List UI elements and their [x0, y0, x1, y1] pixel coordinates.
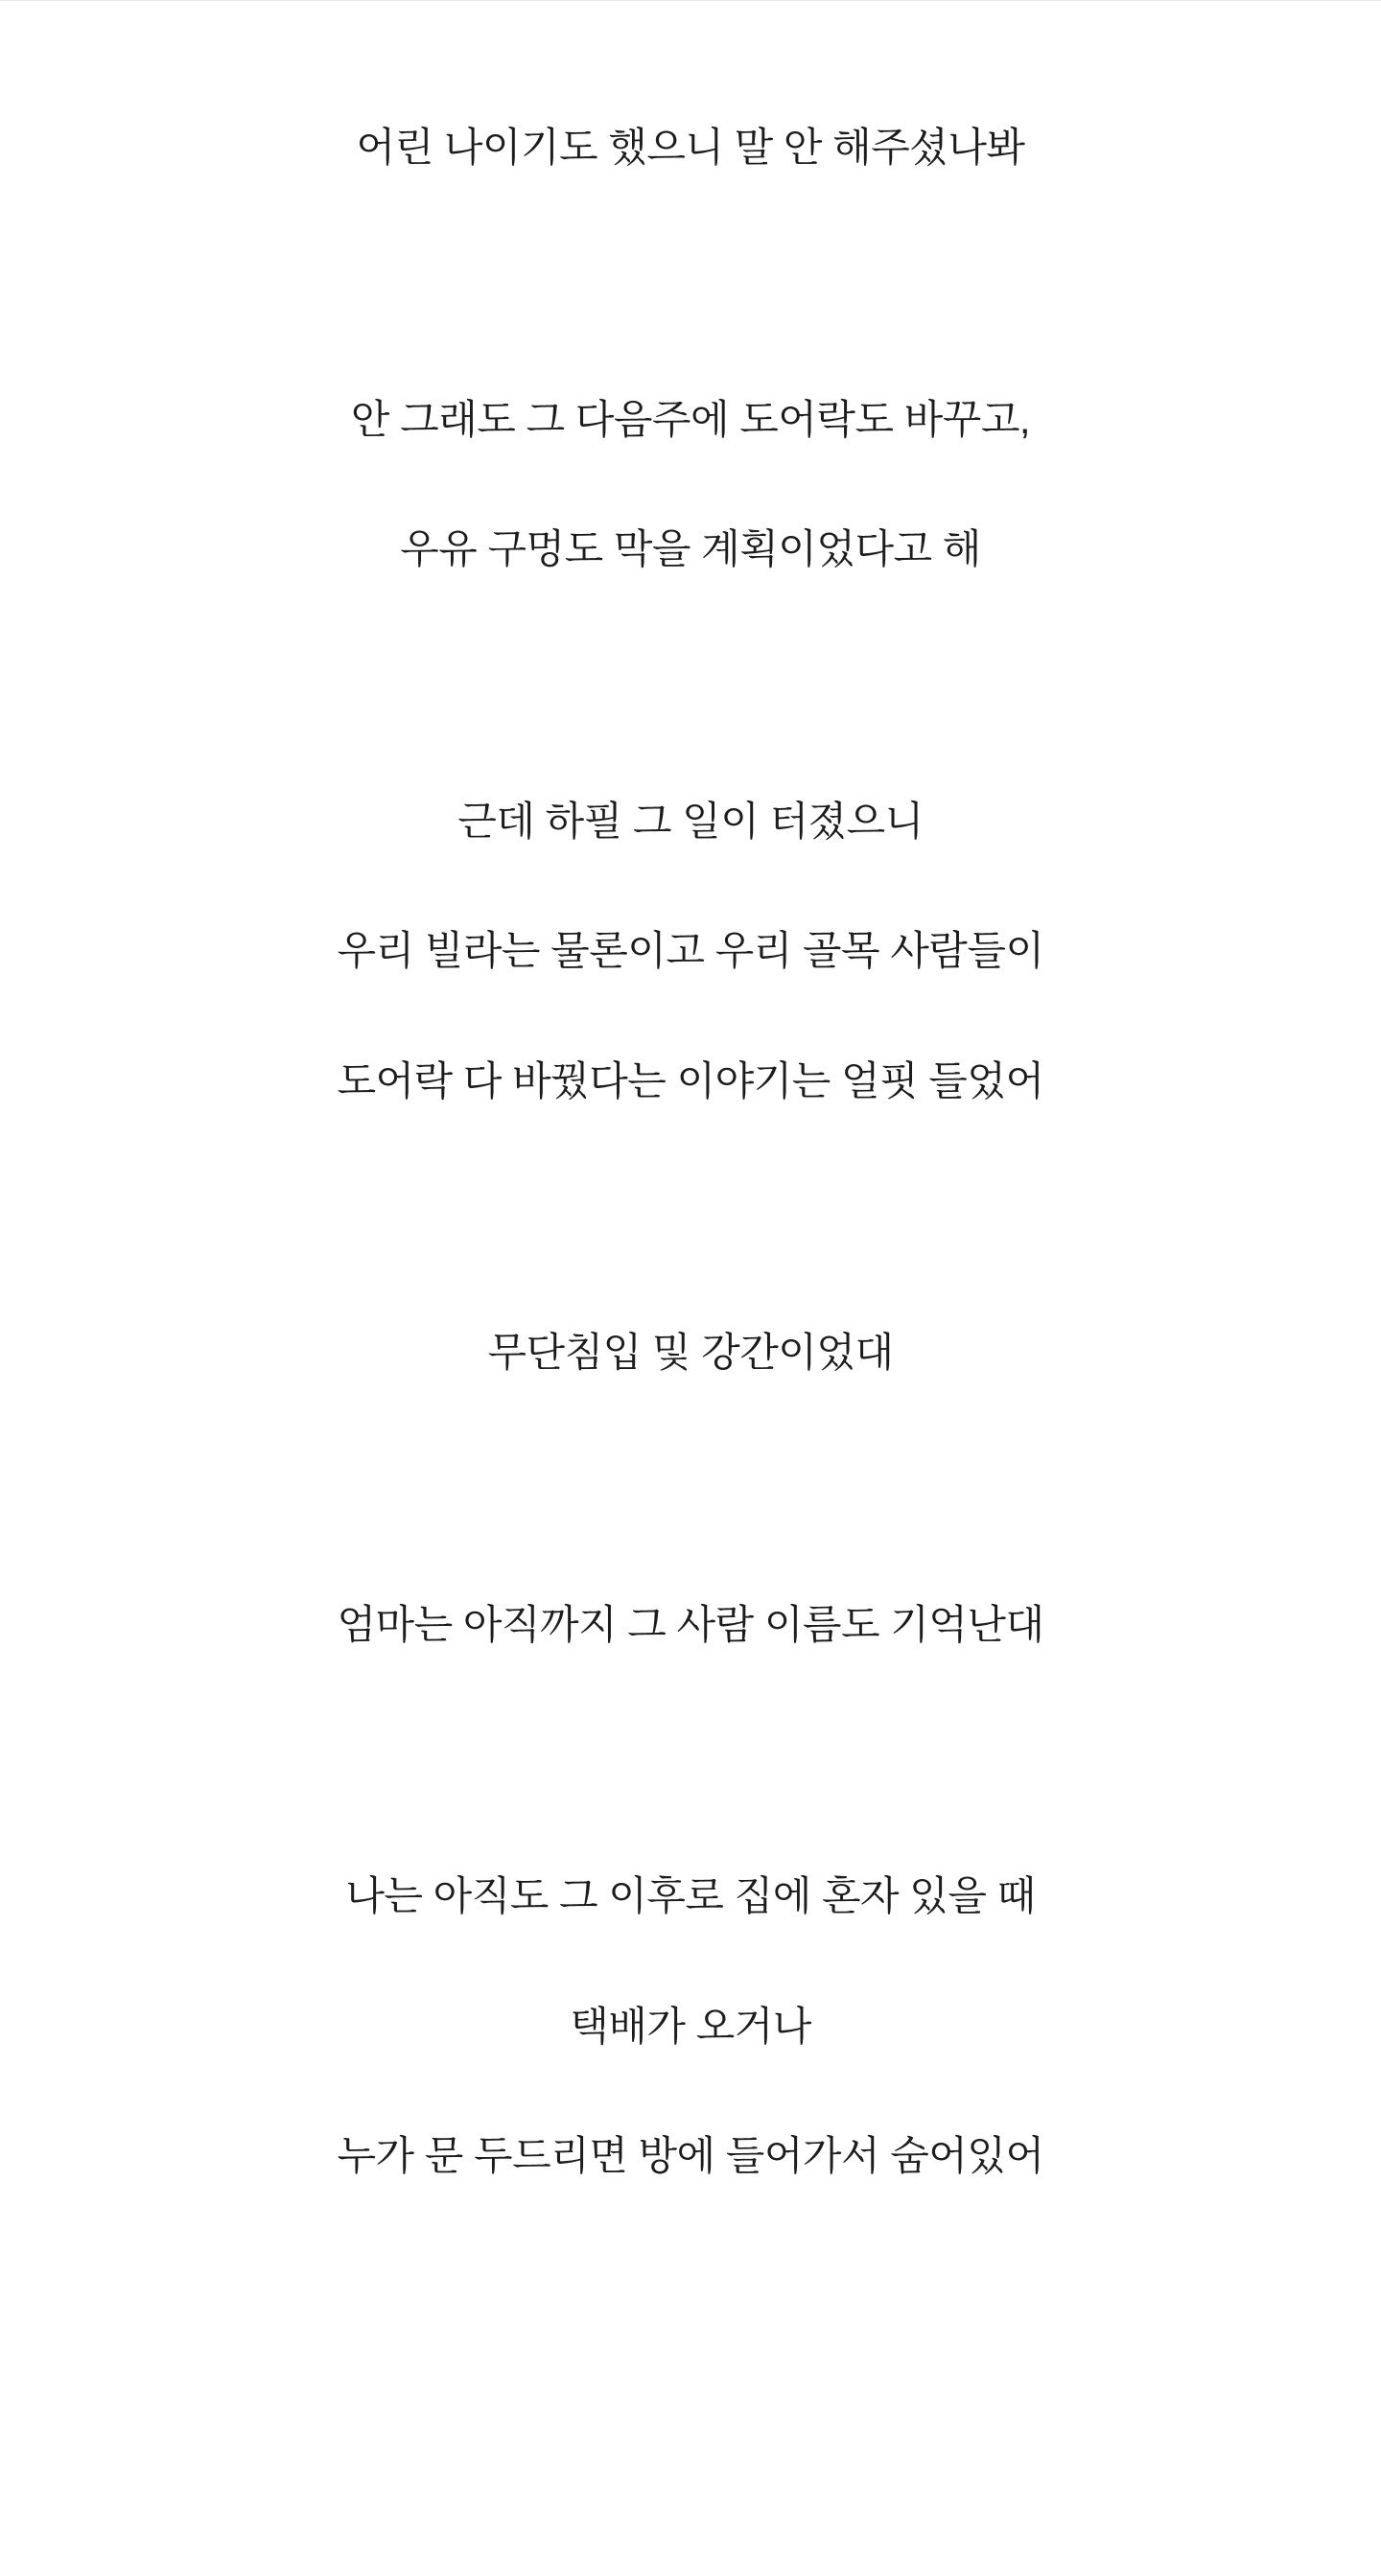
paragraph-block-3 [58, 798, 1323, 1105]
document-body [0, 1, 1381, 2180]
block-spacer [58, 212, 1323, 356]
text-line: 우리 빌라는 물론이고 우리 골목 사람들이 [337, 928, 1044, 974]
text-line: 엄마는 아직까지 그 사람 이름도 기억난대 [337, 1601, 1044, 1647]
block-spacer [58, 1688, 1323, 1832]
text-line: 근데 하필 그 일이 터졌으니 [457, 798, 924, 844]
block-spacer [58, 1417, 1323, 1561]
paragraph-block-4 [58, 1329, 1323, 1377]
text-line: 도어락 다 바꿨다는 이야기는 얼핏 들었어 [337, 1057, 1044, 1103]
block-spacer [58, 1145, 1323, 1288]
paragraph-block-6 [58, 1872, 1323, 2180]
text-line: 안 그래도 그 다음주에 도어락도 바꾸고, [350, 396, 1031, 442]
block-spacer [58, 614, 1323, 757]
spacer-top [58, 1, 1323, 83]
paragraph-block-1 [58, 124, 1323, 172]
text-line: 누가 문 두드리면 방에 들어가서 숨어있어 [337, 2133, 1044, 2179]
text-line: 나는 아직도 그 이후로 집에 혼자 있을 때 [345, 1873, 1036, 1919]
text-line: 택배가 오거나 [570, 2003, 811, 2049]
text-line: 무단침입 및 강간이었대 [487, 1330, 894, 1376]
paragraph-block-2 [58, 396, 1323, 573]
paragraph-block-5 [58, 1601, 1323, 1649]
text-line: 어린 나이기도 했으니 말 안 해주셨나봐 [356, 125, 1025, 170]
text-line: 우유 구멍도 막을 계획이었다고 해 [400, 526, 981, 572]
